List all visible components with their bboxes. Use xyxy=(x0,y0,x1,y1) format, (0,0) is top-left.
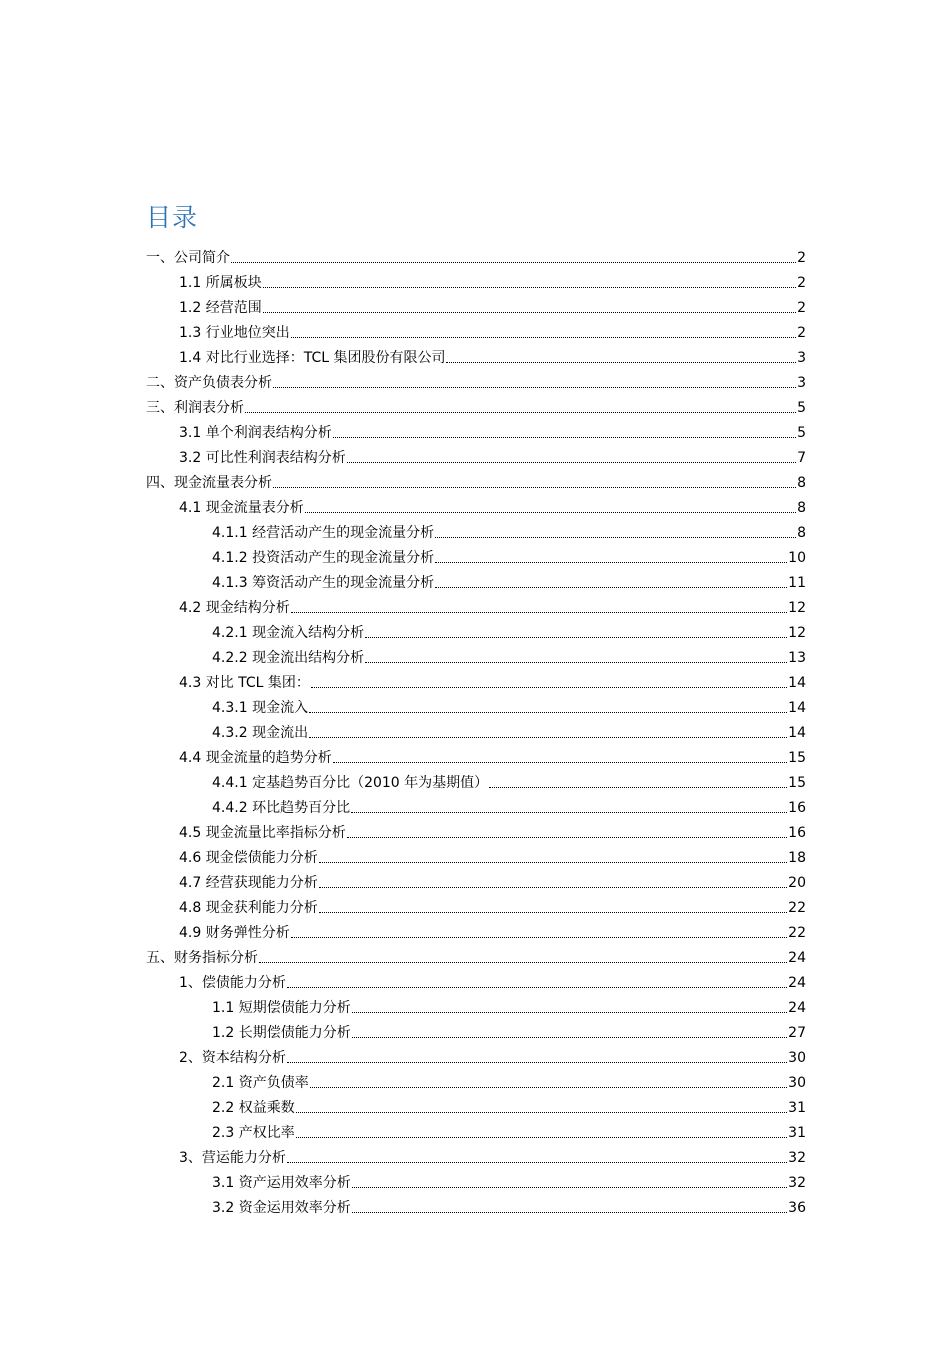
toc-entry-title: 4.4.1 定基趋势百分比（2010 年为基期值） xyxy=(212,775,489,791)
dot-leader xyxy=(435,537,796,538)
toc-entry-page-number: 27 xyxy=(788,1025,806,1041)
dot-leader xyxy=(310,1087,787,1088)
toc-entry-level-3[interactable] xyxy=(212,517,806,542)
dot-leader xyxy=(263,312,796,313)
dot-leader xyxy=(287,1062,787,1063)
dot-leader xyxy=(311,687,787,688)
toc-entry-level-2[interactable] xyxy=(179,1042,806,1067)
dot-leader xyxy=(305,512,796,513)
toc-entry-page-number: 31 xyxy=(788,1125,806,1141)
dot-leader xyxy=(291,337,796,338)
toc-entry-title: 4.4 现金流量的趋势分析 xyxy=(179,750,332,766)
toc-entry-title: 2、资本结构分析 xyxy=(179,1050,286,1066)
toc-entry-page-number: 5 xyxy=(797,425,806,441)
toc-entry-page-number: 32 xyxy=(788,1150,806,1166)
toc-entry-level-2[interactable] xyxy=(179,742,806,767)
toc-entry-title: 二、资产负债表分析 xyxy=(146,375,272,391)
toc-entry-page-number: 11 xyxy=(788,575,806,591)
dot-leader xyxy=(319,887,787,888)
toc-entry-page-number: 15 xyxy=(788,750,806,766)
dot-leader xyxy=(296,1137,787,1138)
toc-entry-title: 1.3 行业地位突出 xyxy=(179,325,290,341)
toc-entry-level-2[interactable] xyxy=(179,492,806,517)
toc-entry-title: 4.7 经营获现能力分析 xyxy=(179,875,318,891)
toc-entry-title: 三、利润表分析 xyxy=(146,400,244,416)
toc-entry-title: 4.2 现金结构分析 xyxy=(179,600,290,616)
toc-entry-title: 4.6 现金偿债能力分析 xyxy=(179,850,318,866)
toc-entry-page-number: 2 xyxy=(797,275,806,291)
dot-leader xyxy=(352,1012,787,1013)
toc-entry-page-number: 10 xyxy=(788,550,806,566)
dot-leader xyxy=(352,1037,787,1038)
toc-entry-title: 4.5 现金流量比率指标分析 xyxy=(179,825,346,841)
dot-leader xyxy=(273,387,796,388)
toc-entry-level-2[interactable] xyxy=(179,342,806,367)
toc-entry-level-2[interactable] xyxy=(179,892,806,917)
toc-entry-level-1[interactable] xyxy=(146,392,806,417)
toc-entry-level-3[interactable] xyxy=(212,1192,806,1217)
dot-leader xyxy=(446,362,796,363)
toc-entry-page-number: 24 xyxy=(788,975,806,991)
toc-entry-level-2[interactable] xyxy=(179,817,806,842)
toc-entry-level-2[interactable] xyxy=(179,1142,806,1167)
toc-entry-page-number: 30 xyxy=(788,1050,806,1066)
dot-leader xyxy=(435,562,787,563)
toc-entry-page-number: 16 xyxy=(788,825,806,841)
toc-entry-level-2[interactable] xyxy=(179,592,806,617)
toc-entry-title: 3.1 资产运用效率分析 xyxy=(212,1175,351,1191)
dot-leader xyxy=(259,962,787,963)
toc-entry-page-number: 8 xyxy=(797,525,806,541)
toc-entry-page-number: 3 xyxy=(797,375,806,391)
toc-entry-title: 4.3.2 现金流出 xyxy=(212,725,309,741)
toc-entry-title: 1.1 短期偿债能力分析 xyxy=(212,1000,351,1016)
toc-entry-title: 2.2 权益乘数 xyxy=(212,1100,295,1116)
toc-entry-level-2[interactable] xyxy=(179,967,806,992)
toc-entry-title: 4.4.2 环比趋势百分比 xyxy=(212,800,351,816)
toc-entry-page-number: 16 xyxy=(788,800,806,816)
toc-entry-level-3[interactable] xyxy=(212,792,806,817)
toc-entry-title: 2.3 产权比率 xyxy=(212,1125,295,1141)
dot-leader xyxy=(263,287,796,288)
toc-entry-page-number: 2 xyxy=(797,325,806,341)
dot-leader xyxy=(319,862,787,863)
dot-leader xyxy=(231,262,796,263)
toc-entry-level-3[interactable] xyxy=(212,617,806,642)
toc-entry-level-3[interactable] xyxy=(212,692,806,717)
toc-entry-page-number: 5 xyxy=(797,400,806,416)
toc-entry-page-number: 22 xyxy=(788,900,806,916)
toc-entry-level-3[interactable] xyxy=(212,1117,806,1142)
toc-entry-level-3[interactable] xyxy=(212,992,806,1017)
toc-entry-level-2[interactable] xyxy=(179,867,806,892)
toc-entry-page-number: 3 xyxy=(797,350,806,366)
toc-entry-level-2[interactable] xyxy=(179,292,806,317)
dot-leader xyxy=(351,812,787,813)
toc-entry-page-number: 24 xyxy=(788,1000,806,1016)
toc-entry-page-number: 24 xyxy=(788,950,806,966)
toc-entry-title: 3.2 资金运用效率分析 xyxy=(212,1200,351,1216)
toc-entry-level-2[interactable] xyxy=(179,267,806,292)
toc-entry-level-2[interactable] xyxy=(179,667,806,692)
dot-leader xyxy=(435,587,787,588)
toc-entry-page-number: 14 xyxy=(788,725,806,741)
toc-entry-title: 4.1.2 投资活动产生的现金流量分析 xyxy=(212,550,435,566)
toc-entry-title: 四、现金流量表分析 xyxy=(146,475,272,491)
toc-entry-title: 3.1 单个利润表结构分析 xyxy=(179,425,332,441)
toc-entry-level-3[interactable] xyxy=(212,1167,806,1192)
dot-leader xyxy=(287,1162,787,1163)
toc-entry-level-1[interactable] xyxy=(146,367,806,392)
toc-entry-page-number: 8 xyxy=(797,475,806,491)
dot-leader xyxy=(333,437,796,438)
dot-leader xyxy=(365,637,787,638)
toc-entry-level-3[interactable] xyxy=(212,1067,806,1092)
toc-entry-title: 4.8 现金获利能力分析 xyxy=(179,900,318,916)
dot-leader xyxy=(273,487,796,488)
toc-entry-page-number: 30 xyxy=(788,1075,806,1091)
toc-entry-level-1[interactable] xyxy=(146,467,806,492)
toc-entry-page-number: 36 xyxy=(788,1200,806,1216)
toc-entry-title: 4.1.1 经营活动产生的现金流量分析 xyxy=(212,525,435,541)
dot-leader xyxy=(347,462,796,463)
toc-entry-page-number: 8 xyxy=(797,500,806,516)
toc-entry-page-number: 12 xyxy=(788,625,806,641)
dot-leader xyxy=(347,837,787,838)
toc-entry-level-2[interactable] xyxy=(179,442,806,467)
toc-entry-title: 五、财务指标分析 xyxy=(146,950,258,966)
toc-entry-title: 1.2 经营范围 xyxy=(179,300,262,316)
toc-entry-level-1[interactable] xyxy=(146,942,806,967)
toc-entry-level-2[interactable] xyxy=(179,417,806,442)
dot-leader xyxy=(291,937,787,938)
toc-entry-title: 1.1 所属板块 xyxy=(179,275,262,291)
dot-leader xyxy=(333,762,787,763)
toc-entry-page-number: 13 xyxy=(788,650,806,666)
toc-entry-level-2[interactable] xyxy=(179,317,806,342)
toc-entry-title: 4.2.1 现金流入结构分析 xyxy=(212,625,365,641)
toc-entry-title: 1.4 对比行业选择：TCL 集团股份有限公司 xyxy=(179,350,446,366)
toc-entry-page-number: 2 xyxy=(797,250,806,266)
toc-entry-page-number: 2 xyxy=(797,300,806,316)
toc-entry-level-3[interactable] xyxy=(212,642,806,667)
toc-entry-title: 2.1 资产负债率 xyxy=(212,1075,309,1091)
toc-entry-page-number: 14 xyxy=(788,675,806,691)
toc-entry-title: 一、公司简介 xyxy=(146,250,230,266)
toc-entry-level-3[interactable] xyxy=(212,767,806,792)
toc-entry-title: 4.3.1 现金流入 xyxy=(212,700,309,716)
toc-entry-title: 4.9 财务弹性分析 xyxy=(179,925,290,941)
dot-leader xyxy=(319,912,787,913)
toc-entry-page-number: 12 xyxy=(788,600,806,616)
toc-entry-page-number: 32 xyxy=(788,1175,806,1191)
toc-entry-page-number: 20 xyxy=(788,875,806,891)
dot-leader xyxy=(489,787,787,788)
dot-leader xyxy=(352,1187,787,1188)
toc-entry-page-number: 14 xyxy=(788,700,806,716)
dot-leader xyxy=(291,612,787,613)
toc-entry-page-number: 22 xyxy=(788,925,806,941)
dot-leader xyxy=(245,412,796,413)
toc-entry-title: 1.2 长期偿债能力分析 xyxy=(212,1025,351,1041)
dot-leader xyxy=(352,1212,787,1213)
toc-entry-page-number: 31 xyxy=(788,1100,806,1116)
toc-entry-level-3[interactable] xyxy=(212,567,806,592)
toc-entry-title: 4.1 现金流量表分析 xyxy=(179,500,304,516)
toc-entry-page-number: 7 xyxy=(797,450,806,466)
toc-entry-level-3[interactable] xyxy=(212,717,806,742)
dot-leader xyxy=(309,737,787,738)
toc-entry-title: 1、偿债能力分析 xyxy=(179,975,286,991)
dot-leader xyxy=(287,987,787,988)
toc-entry-level-2[interactable] xyxy=(179,842,806,867)
toc-entry-page-number: 15 xyxy=(788,775,806,791)
toc-heading: 目录 xyxy=(146,203,199,232)
toc-entry-title: 3、营运能力分析 xyxy=(179,1150,286,1166)
toc-entry-level-3[interactable] xyxy=(212,1017,806,1042)
toc-entry-title: 4.3 对比 TCL 集团： xyxy=(179,675,310,691)
toc-entry-page-number: 18 xyxy=(788,850,806,866)
toc-entry-level-3[interactable] xyxy=(212,1092,806,1117)
toc-entry-title: 4.2.2 现金流出结构分析 xyxy=(212,650,365,666)
dot-leader xyxy=(309,712,787,713)
toc-entry-title: 4.1.3 筹资活动产生的现金流量分析 xyxy=(212,575,435,591)
dot-leader xyxy=(365,662,787,663)
dot-leader xyxy=(296,1112,787,1113)
toc-entry-level-1[interactable] xyxy=(146,242,806,267)
toc-entry-title: 3.2 可比性利润表结构分析 xyxy=(179,450,346,466)
toc-entry-level-3[interactable] xyxy=(212,542,806,567)
toc-entry-level-2[interactable] xyxy=(179,917,806,942)
